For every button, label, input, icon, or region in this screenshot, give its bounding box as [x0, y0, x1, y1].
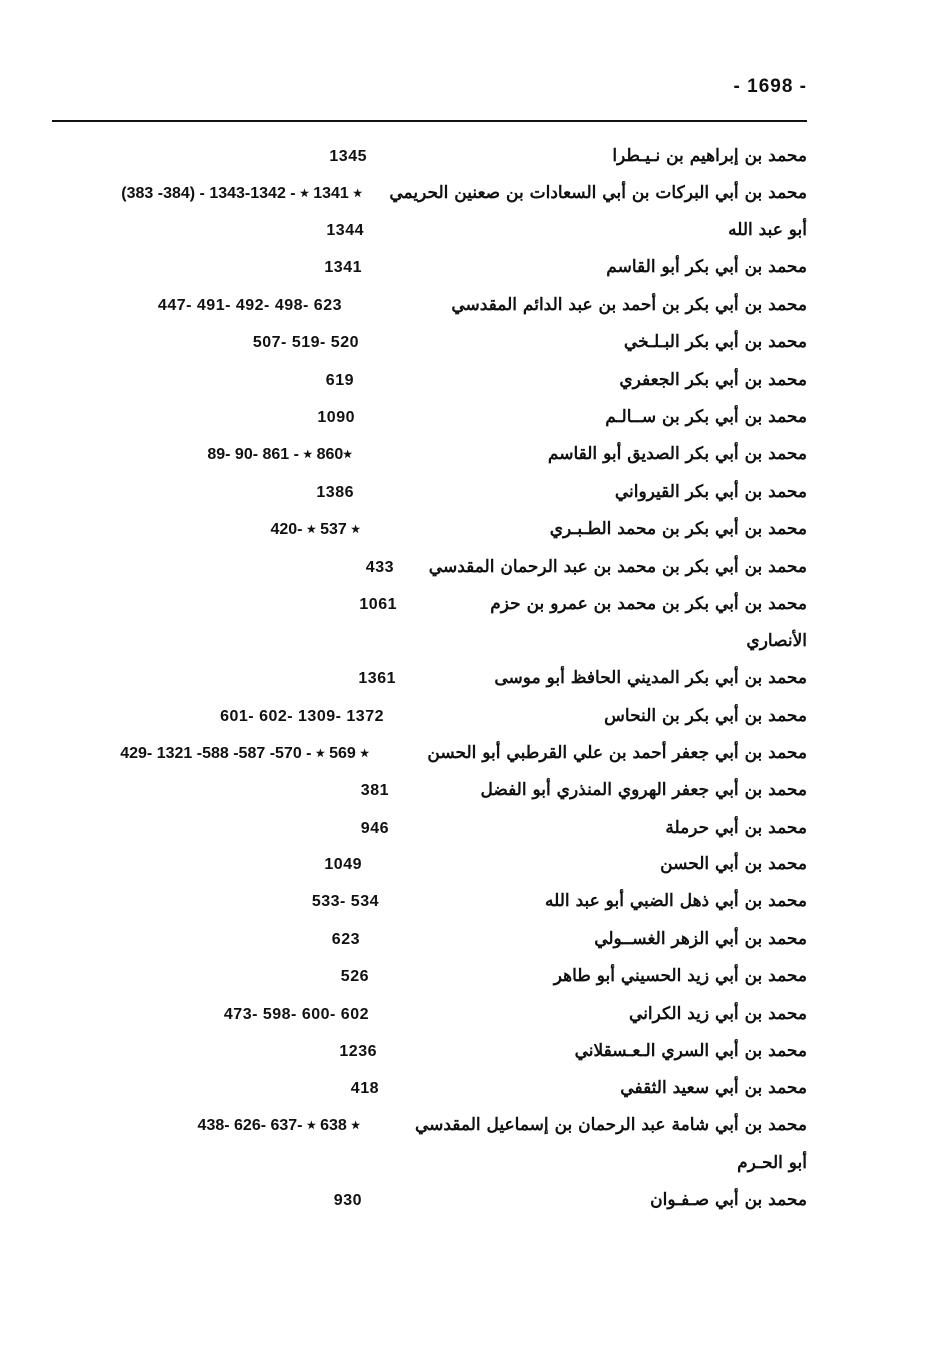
entry-name: محمد بن أبي بكر بن أحمد بن عبد الدائم المقدسي [451, 295, 807, 315]
entry-name: محمد بن أبي بكر الجعفري [619, 370, 807, 390]
entry-pages: 1090 [317, 409, 355, 426]
entry-name: محمد بن أبي بكر بن النحاس [604, 706, 807, 726]
index-entry [0, 586, 947, 623]
entry-pages: 533- 534 [311, 893, 379, 910]
entry-name: محمد بن أبي البركات بن أبي السعادات بن صعنين الحريمي [389, 183, 807, 203]
index-entry [0, 698, 947, 735]
entry-name: محمد بن إبراهيم بن نـيـطرا [612, 146, 807, 166]
entry-name: محمد بن أبي الحسن [660, 854, 807, 874]
index-entry [0, 1182, 947, 1219]
index-entry [0, 511, 947, 548]
entry-name: محمد بن أبي بكر بن محمد بن عمرو بن حزم [490, 594, 807, 614]
index-entry [0, 772, 947, 809]
entry-name: أبو عبد الله [728, 220, 807, 240]
index-entry [0, 958, 947, 995]
index-entry [0, 1107, 947, 1144]
index-entry [0, 436, 947, 473]
entry-pages: 1361 [358, 670, 396, 687]
index-entry [0, 549, 947, 586]
entry-pages: 473- 598- 600- 602 [223, 1006, 369, 1023]
index-entry [0, 362, 947, 399]
entry-pages: 438- 626- 637- ٭ 638 ٭ [197, 1117, 360, 1134]
index-entry [0, 1070, 947, 1107]
entry-name: محمد بن أبي بكر البـلـخي [623, 332, 807, 352]
entry-pages: 1386 [316, 484, 354, 501]
entry-pages: 1345 [329, 148, 367, 165]
index-entry [0, 660, 947, 697]
entry-pages: 930 [333, 1192, 362, 1209]
entry-name: محمد بن أبي بكر بن محمد الطـبـري [549, 519, 807, 539]
entry-name: محمد بن أبي بكر المديني الحافظ أبو موسى [494, 668, 807, 688]
entry-pages: 447- 491- 492- 498- 623 [157, 297, 342, 314]
index-entry [0, 249, 947, 286]
index-entry [0, 1033, 947, 1070]
index-entry [0, 212, 947, 249]
entry-name: محمد بن أبي شامة عبد الرحمان بن إسماعيل المقدسي [414, 1115, 807, 1135]
entry-name: محمد بن أبي بكر بن محمد بن عبد الرحمان المقدسي [428, 557, 807, 577]
entry-name: محمد بن أبي حرملة [665, 818, 807, 838]
entry-name: محمد بن أبي الزهر الغســولي [594, 929, 807, 949]
index-entry [0, 474, 947, 511]
entry-pages: 1049 [324, 856, 362, 873]
entry-name: محمد بن أبي جعفر أحمد بن علي القرطبي أبو الحسن [427, 743, 807, 763]
index-entry [0, 921, 947, 958]
index-entry [0, 996, 947, 1033]
entry-name: محمد بن أبي بكر أبو القاسم [606, 257, 807, 277]
index-entry [0, 846, 947, 883]
entry-pages: 418 [350, 1080, 379, 1097]
entry-name: محمد بن أبي سعيد الثقفي [620, 1078, 807, 1098]
index-entry [0, 810, 947, 847]
entry-name: محمد بن أبي السري الـعـسقلاني [574, 1041, 807, 1061]
entry-pages: 433 [365, 559, 394, 576]
page-number: - 1698 - [733, 76, 807, 97]
header-rule [52, 120, 807, 122]
entry-pages: 89- 90- ٭860 ٭ - 861 [207, 446, 352, 463]
entry-pages: 619 [325, 372, 354, 389]
entry-pages: 1236 [339, 1043, 377, 1060]
entry-name: محمد بن أبي صـفـوان [650, 1190, 807, 1210]
entry-name: محمد بن أبي بكر القيرواني [614, 482, 807, 502]
entry-pages: 1061 [359, 596, 397, 613]
entry-name: محمد بن أبي بكر بن ســالـم [605, 407, 807, 427]
entry-name: أبو الحـرم [737, 1153, 807, 1173]
entry-pages: 946 [360, 820, 389, 837]
entry-pages: 526 [340, 968, 369, 985]
index-entry [0, 287, 947, 324]
index-entry [0, 175, 947, 212]
entry-pages: 623 [331, 931, 360, 948]
index-entry [0, 735, 947, 772]
entry-pages: 1341 [324, 259, 362, 276]
entry-name: الأنصاري [746, 631, 807, 651]
entry-pages: 1344 [326, 222, 364, 239]
index-entry [0, 623, 947, 660]
entry-name: محمد بن أبي بكر الصديق أبو القاسم [547, 444, 807, 464]
entry-pages: 429- ٭ 569 ٭ - 570- 587- 588- 1321 [120, 745, 369, 762]
index-entry [0, 324, 947, 361]
entry-name: محمد بن أبي زيد الحسيني أبو طاهر [553, 966, 807, 986]
entry-name: محمد بن أبي زيد الكراني [629, 1004, 807, 1024]
entry-pages: (383 -384) - ٭ 1341 ٭ - 1342-1343 [121, 185, 362, 202]
entry-pages: 420- ٭ 537 ٭ [270, 521, 360, 538]
entry-pages: 381 [360, 782, 389, 799]
index-entry [0, 1145, 947, 1182]
index-entry [0, 138, 947, 175]
index-entry [0, 399, 947, 436]
entry-name: محمد بن أبي جعفر الهروي المنذري أبو الفضل [480, 780, 807, 800]
entry-pages: 507- 519- 520 [252, 334, 359, 351]
entry-name: محمد بن أبي ذهل الضبي أبو عبد الله [545, 891, 807, 911]
index-entry [0, 883, 947, 920]
entry-pages: 601- 602- 1309- 1372 [220, 708, 384, 725]
